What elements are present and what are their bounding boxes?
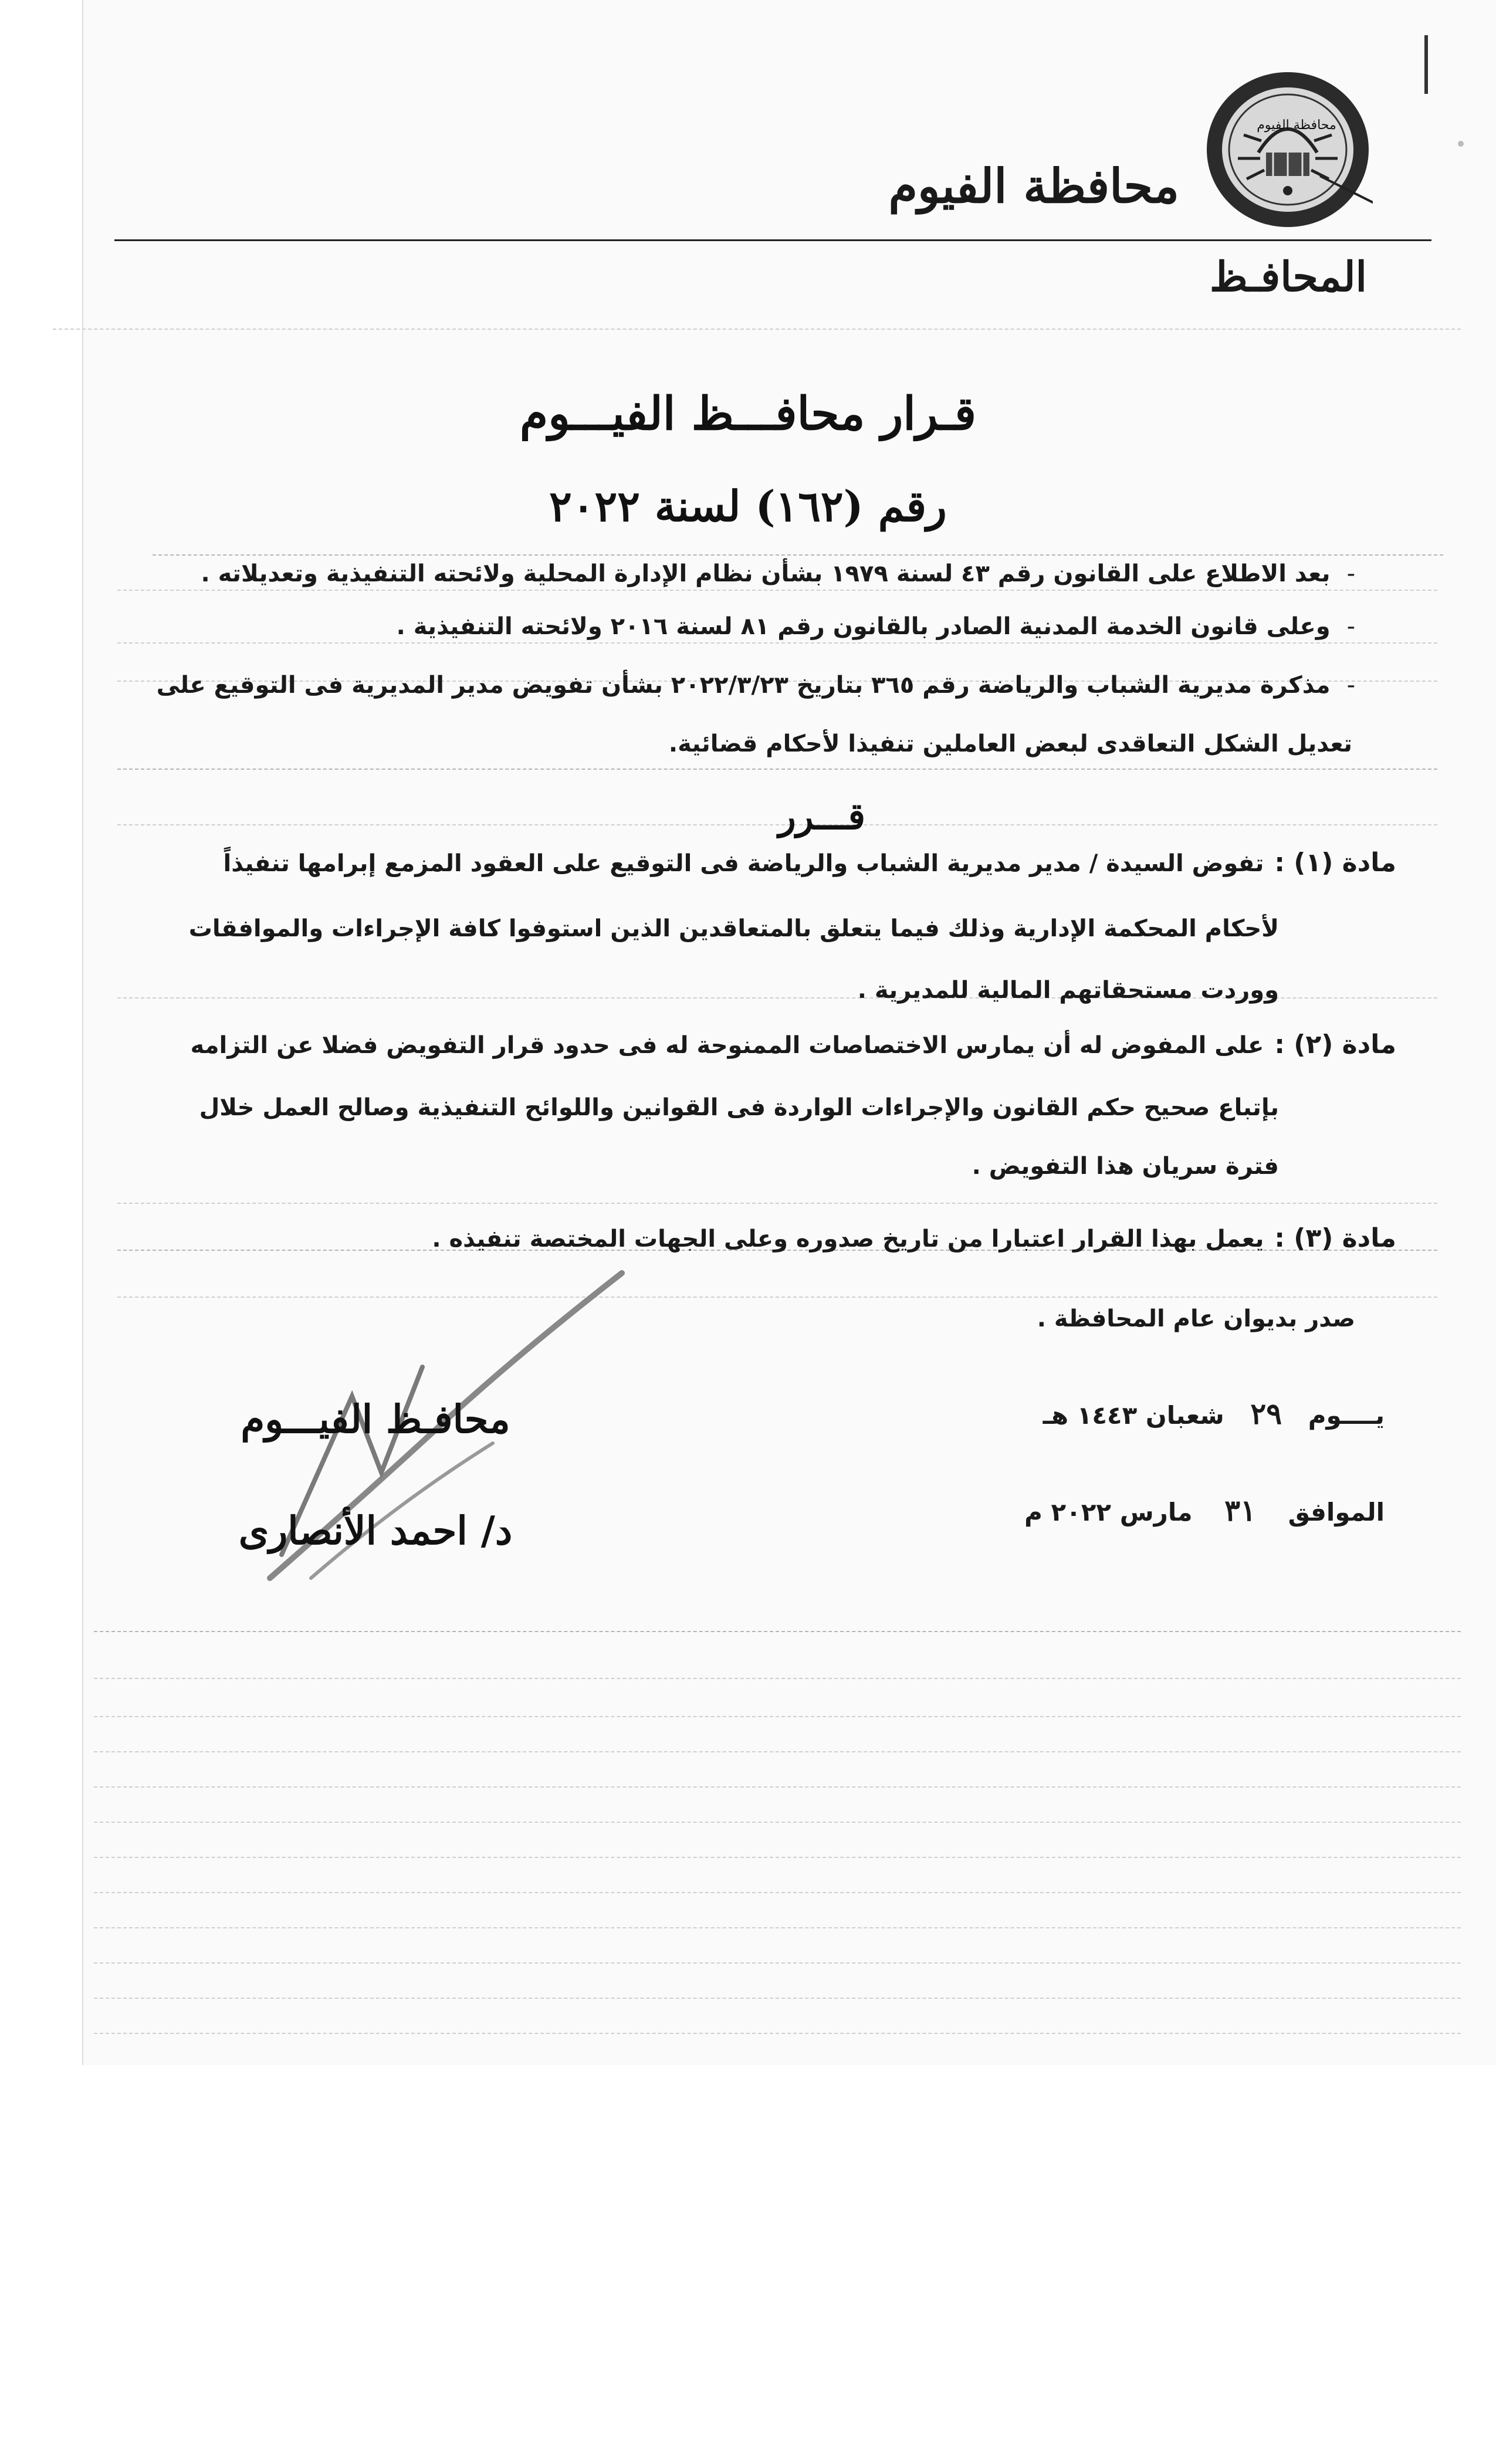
ruling-line	[94, 1786, 1461, 1788]
preamble-text: تعديل الشكل التعاقدى لبعض العاملين تنفيذا لأحكام قضائية.	[668, 730, 1352, 757]
scan-dot	[1458, 141, 1464, 147]
gregorian-date	[1024, 1493, 1385, 1528]
signature-title: محافـظ الفيـــوم	[241, 1396, 510, 1442]
preamble-bullet: -	[1346, 613, 1355, 640]
ruling-line	[94, 1998, 1461, 1999]
preamble-text: مذكرة مديرية الشباب والرياضة رقم ٣٦٥ بتاريخ ٢٠٢٢/٣/٢٣ بشأن تفويض مدير المديرية فى التوقيع على	[156, 672, 1331, 699]
hijri-month-year: شعبان ١٤٤٣ هـ	[1043, 1401, 1224, 1430]
preamble-line	[157, 672, 1355, 699]
ruling-line	[94, 1857, 1461, 1858]
ruling-line	[94, 1716, 1461, 1717]
article-line	[858, 977, 1279, 1004]
decision-title: قـرار محافـــظ الفيـــوم	[519, 387, 977, 441]
ruling-line	[94, 1962, 1461, 1964]
signature-name: د/ احمد الأنصارى	[238, 1508, 513, 1553]
article-line	[432, 1223, 1396, 1253]
article-text: لأحكام المحكمة الإدارية وذلك فيما يتعلق بالمتعاقدين الذين استوفوا كافة الإجراءات والموافقات	[188, 915, 1279, 942]
article-line	[199, 1094, 1279, 1121]
article-line	[190, 1030, 1396, 1060]
article-line	[189, 915, 1279, 942]
preamble-line	[201, 560, 1355, 587]
preamble-bullet: -	[1346, 672, 1355, 699]
article-text: تفوض السيدة / مدير مديرية الشباب والرياضة فى التوقيع على العقود المزمع إبرامها تنفيذاً	[223, 850, 1264, 877]
preamble-bullet: -	[1346, 560, 1355, 587]
ruling-line	[117, 590, 1437, 591]
preamble-text: بعد الاطلاع على القانون رقم ٤٣ لسنة ١٩٧٩ بشأن نظام الإدارة المحلية ولائحته التنفيذية وتعديلاته .	[201, 560, 1331, 587]
gregorian-day: ٣١	[1224, 1493, 1256, 1528]
article-text: فترة سريان هذا التفويض .	[972, 1153, 1279, 1180]
hijri-label: يــــوم	[1308, 1401, 1385, 1430]
issued-statement: صدر بديوان عام المحافظة .	[1037, 1305, 1355, 1332]
governorate-seal-icon	[1203, 65, 1373, 235]
ruling-line	[94, 1927, 1461, 1928]
ruling-line	[117, 642, 1437, 644]
header-rule	[114, 239, 1431, 241]
article-line	[224, 848, 1396, 878]
article-line	[972, 1153, 1279, 1180]
decision-number: رقم (١٦٢) لسنة ٢٠٢٢	[549, 481, 947, 531]
governor-title: المحافـظ	[1209, 252, 1367, 301]
preamble-line	[669, 730, 1352, 757]
article-label: مادة (٣) :	[1274, 1223, 1396, 1253]
article-text: بإتباع صحيح حكم القانون والإجراءات الواردة فى القوانين واللوائح التنفيذية وصالح العمل خلال	[199, 1094, 1279, 1121]
article-text: ووردت مستحقاتهم المالية للمديرية .	[857, 977, 1279, 1004]
ruling-line	[94, 1631, 1461, 1632]
ruling-line	[94, 1892, 1461, 1893]
ruling-line	[94, 1822, 1461, 1823]
article-label: مادة (١) :	[1274, 848, 1396, 878]
ruling-line	[117, 769, 1437, 770]
preamble-line	[397, 613, 1355, 640]
ruling-line	[94, 1751, 1461, 1752]
article-label: مادة (٢) :	[1274, 1030, 1396, 1060]
ruling-line	[153, 554, 1443, 556]
hijri-day: ٢٩	[1250, 1396, 1282, 1431]
governorate-name: محافظة الفيوم	[888, 158, 1179, 214]
ruling-line	[117, 1203, 1437, 1204]
ruling-line	[94, 2033, 1461, 2034]
article-text: يعمل بهذا القرار اعتبارا من تاريخ صدوره وعلى الجهات المختصة تنفيذه .	[432, 1226, 1264, 1253]
seal-text: محافظة الفيوم	[1257, 118, 1336, 133]
gregorian-label: الموافق	[1288, 1498, 1385, 1527]
ruling-line	[117, 824, 1437, 825]
gregorian-month-year: مارس ٢٠٢٢ م	[1024, 1498, 1193, 1527]
ruling-line	[53, 329, 1461, 330]
decides-heading: قـــرر	[778, 795, 865, 838]
preamble-text: وعلى قانون الخدمة المدنية الصادر بالقانون رقم ٨١ لسنة ٢٠١٦ ولائحته التنفيذية .	[396, 613, 1331, 640]
scan-edge-mark	[1424, 35, 1428, 94]
ruling-line	[94, 1678, 1461, 1679]
hijri-date	[1043, 1396, 1385, 1431]
article-text: على المفوض له أن يمارس الاختصاصات الممنوحة له فى حدود قرار التفويض فضلا عن التزامه	[190, 1032, 1264, 1059]
